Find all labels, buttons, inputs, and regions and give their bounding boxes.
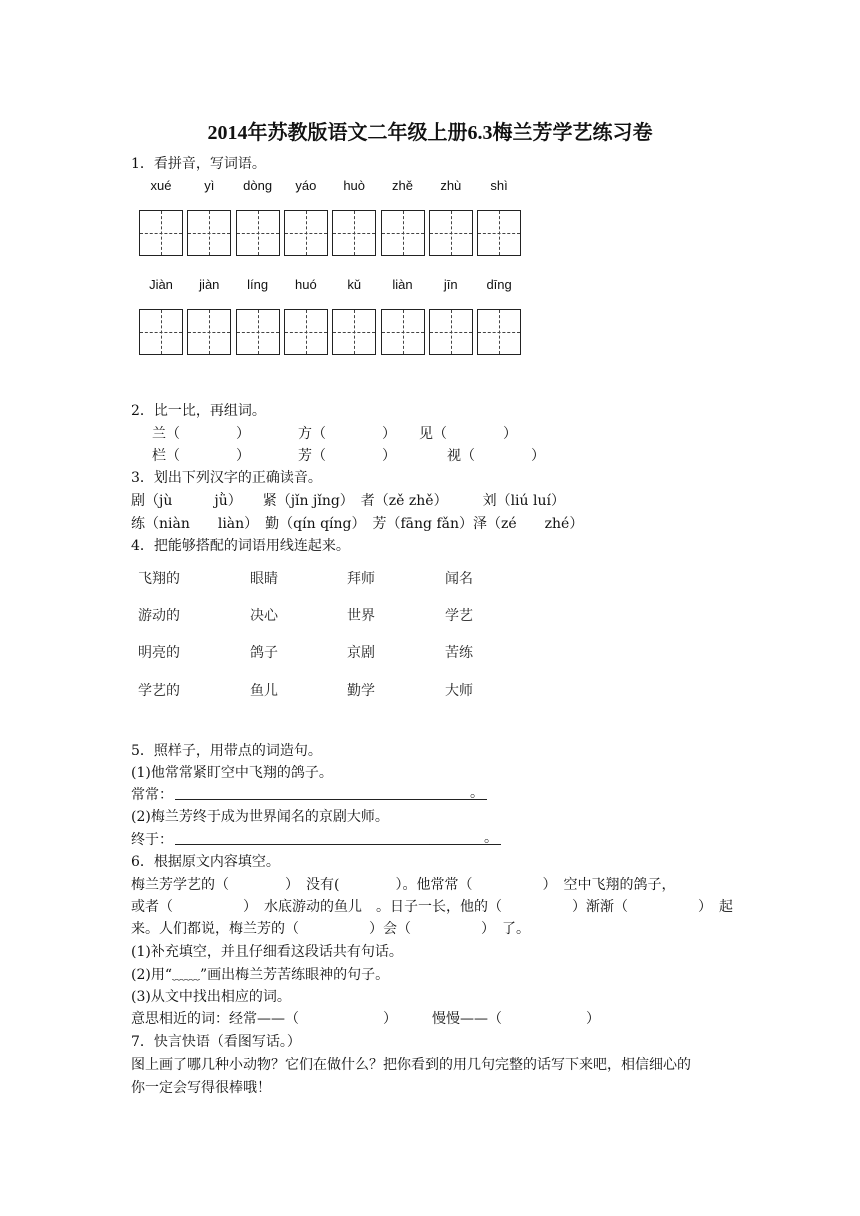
matching-word[interactable]: 学艺的 xyxy=(138,682,180,698)
q3-heading: 3．划出下列汉字的正确读音。 xyxy=(131,470,322,486)
matching-word[interactable]: 决心 xyxy=(250,607,278,623)
pinyin-label: zhě xyxy=(392,178,413,193)
period: 。 xyxy=(484,830,498,846)
q5-heading: 5．照样子，用带点的词造句。 xyxy=(131,743,322,759)
q2-item: 视（ ） xyxy=(447,448,545,464)
pinyin-label: kǔ xyxy=(347,277,362,292)
writing-grid-box[interactable] xyxy=(284,309,328,355)
q2-item: 芳（ ） xyxy=(298,448,396,464)
q2-item: 栏（ ） xyxy=(152,448,250,464)
pinyin-label: huó xyxy=(295,277,317,292)
page-title: 2014年苏教版语文二年级上册6.3梅兰芳学艺练习卷 xyxy=(207,122,653,144)
matching-word[interactable]: 游动的 xyxy=(138,607,180,623)
writing-grid-box[interactable] xyxy=(284,210,328,256)
writing-grid-box[interactable] xyxy=(236,210,280,256)
q6-paragraph-line: 或者（ ） 水底游动的鱼儿 。日子一长，他的（ ）渐渐（ ） 起 xyxy=(131,899,733,915)
q6-subquestion-1: (1)补充填空，并且仔细看这段话共有句话。 xyxy=(131,944,403,960)
matching-word[interactable]: 鱼儿 xyxy=(250,682,278,698)
q2-heading: 2．比一比，再组词。 xyxy=(131,403,266,419)
writing-grid-box[interactable] xyxy=(139,210,183,256)
matching-word[interactable]: 鸽子 xyxy=(250,644,278,660)
pinyin-label: liàn xyxy=(392,277,413,292)
matching-word[interactable]: 闻名 xyxy=(445,570,473,586)
pinyin-label: Jiàn xyxy=(149,277,173,292)
q3-line-2: 练（niàn liàn） 勤（qín qíng） 芳（fāng fǎn）泽（zé zhé） xyxy=(131,516,584,532)
pinyin-label: yáo xyxy=(295,178,317,193)
pinyin-label: jiàn xyxy=(199,277,220,292)
pinyin-label: dòng xyxy=(243,178,273,193)
q6-synonyms: 意思相近的词：经常——（ ） 慢慢——（ ） xyxy=(131,1011,600,1027)
q6-paragraph-line: 梅兰芳学艺的（ ） 没有( ）。他常常（ ） 空中飞翔的鸽子， xyxy=(131,877,676,893)
writing-grid-box[interactable] xyxy=(139,309,183,355)
q6-heading: 6．根据原文内容填空。 xyxy=(131,854,280,870)
pinyin-label: zhù xyxy=(440,178,462,193)
q3-line-1: 剧（jù jǜ） 紧（jǐn jǐng） 者（zě zhě） 刘（liú luí） xyxy=(131,493,565,509)
pinyin-label: shì xyxy=(490,178,508,193)
q5-label-1: 常常： xyxy=(131,787,173,803)
pinyin-label: xué xyxy=(150,178,172,193)
q6-subquestion-3: (3)从文中找出相应的词。 xyxy=(131,989,291,1005)
q2-item: 兰（ ） xyxy=(152,426,250,442)
matching-word[interactable]: 世界 xyxy=(347,607,375,623)
q2-item: 见（ ） xyxy=(419,426,517,442)
pinyin-label: dīng xyxy=(486,277,512,292)
period: 。 xyxy=(470,785,484,801)
matching-word[interactable]: 学艺 xyxy=(445,607,473,623)
matching-word[interactable]: 苦练 xyxy=(445,644,473,660)
writing-grid-box[interactable] xyxy=(477,210,521,256)
writing-grid-box[interactable] xyxy=(187,210,231,256)
pinyin-label: yì xyxy=(204,178,215,193)
q5-example-2: (2)梅兰芳终于成为世界闻名的京剧大师。 xyxy=(131,809,389,825)
matching-word[interactable]: 明亮的 xyxy=(138,644,180,660)
matching-word[interactable]: 勤学 xyxy=(347,682,375,698)
q4-heading: 4．把能够搭配的词语用线连起来。 xyxy=(131,538,350,554)
matching-word[interactable]: 眼睛 xyxy=(250,570,278,586)
matching-word[interactable]: 拜师 xyxy=(347,570,375,586)
writing-grid-box[interactable] xyxy=(477,309,521,355)
pinyin-label: huò xyxy=(343,178,366,193)
writing-grid-box[interactable] xyxy=(381,309,425,355)
pinyin-label: líng xyxy=(247,277,269,292)
q5-example-1: (1)他常常紧盯空中飞翔的鸽子。 xyxy=(131,765,333,781)
matching-word[interactable]: 大师 xyxy=(445,682,473,698)
q7-prompt-line: 你一定会写得很棒哦！ xyxy=(131,1080,271,1096)
writing-grid-box[interactable] xyxy=(429,210,473,256)
writing-grid-box[interactable] xyxy=(332,210,376,256)
writing-grid-box[interactable] xyxy=(236,309,280,355)
matching-word[interactable]: 京剧 xyxy=(347,644,375,660)
answer-line[interactable] xyxy=(175,844,501,845)
q5-label-2: 终于： xyxy=(131,832,173,848)
writing-grid-box[interactable] xyxy=(187,309,231,355)
q6-paragraph-line: 来。人们都说，梅兰芳的（ ）会（ ） 了。 xyxy=(131,921,530,937)
answer-line[interactable] xyxy=(175,799,487,800)
q7-prompt-line: 图上画了哪几种小动物？它们在做什么？把你看到的用几句完整的话写下来吧，相信细心的 xyxy=(131,1057,691,1073)
q2-item: 方（ ） xyxy=(298,426,396,442)
q6-subquestion-2: (2)用“﹏﹏”画出梅兰芳苦练眼神的句子。 xyxy=(131,967,390,983)
q7-heading: 7．快言快语（看图写话。） xyxy=(131,1034,301,1050)
writing-grid-box[interactable] xyxy=(332,309,376,355)
writing-grid-box[interactable] xyxy=(381,210,425,256)
matching-word[interactable]: 飞翔的 xyxy=(138,570,180,586)
pinyin-label: jīn xyxy=(443,277,458,292)
writing-grid-box[interactable] xyxy=(429,309,473,355)
q1-heading: 1．看拼音，写词语。 xyxy=(131,156,266,172)
